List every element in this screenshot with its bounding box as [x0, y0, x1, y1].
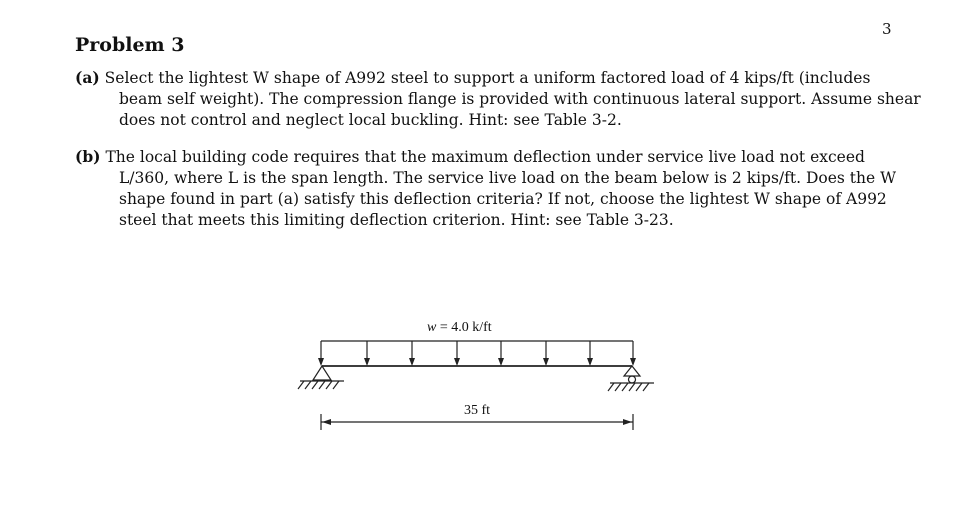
part-a	[75, 67, 921, 131]
part-b-tag: (b)	[75, 147, 101, 166]
part-a-tag: (a)	[75, 68, 100, 87]
roller-support	[608, 366, 654, 391]
part-b-line-4: steel that meets this limiting deflection criterion. Hint: see Table 3-23.	[119, 211, 674, 229]
span-label: 35 ft	[464, 403, 491, 418]
part-a-line-1	[75, 67, 921, 89]
span-dimension	[321, 414, 633, 430]
pin-support	[298, 366, 344, 389]
part-b-line-2: L/360, where L is the span length. The service live load on the beam below is 2 kips/ft. Does the W	[119, 169, 897, 187]
part-b	[75, 146, 896, 231]
load-arrows	[321, 341, 633, 364]
part-a-text-1: Select the lightest W shape of A992 steel to support a uniform factored load of 4 kips/ft (includes	[104, 69, 871, 87]
page-number: 3	[882, 20, 892, 38]
part-a-line-2: beam self weight). The compression flange is provided with continuous lateral support. Assume shear	[119, 90, 921, 108]
part-b-line-3: shape found in part (a) satisfy this deflection criteria? If not, choose the lightest W shape of A992	[119, 190, 887, 208]
part-a-line-3: does not control and neglect local buckling. Hint: see Table 3-2.	[119, 111, 622, 129]
arrowheads	[318, 358, 636, 425]
part-b-text-1: The local building code requires that the maximum deflection under service live load not exceed	[105, 148, 865, 166]
problem-title: Problem 3	[75, 34, 185, 56]
part-b-line-1	[75, 146, 896, 168]
load-label: w = 4.0 k/ft	[427, 320, 492, 335]
